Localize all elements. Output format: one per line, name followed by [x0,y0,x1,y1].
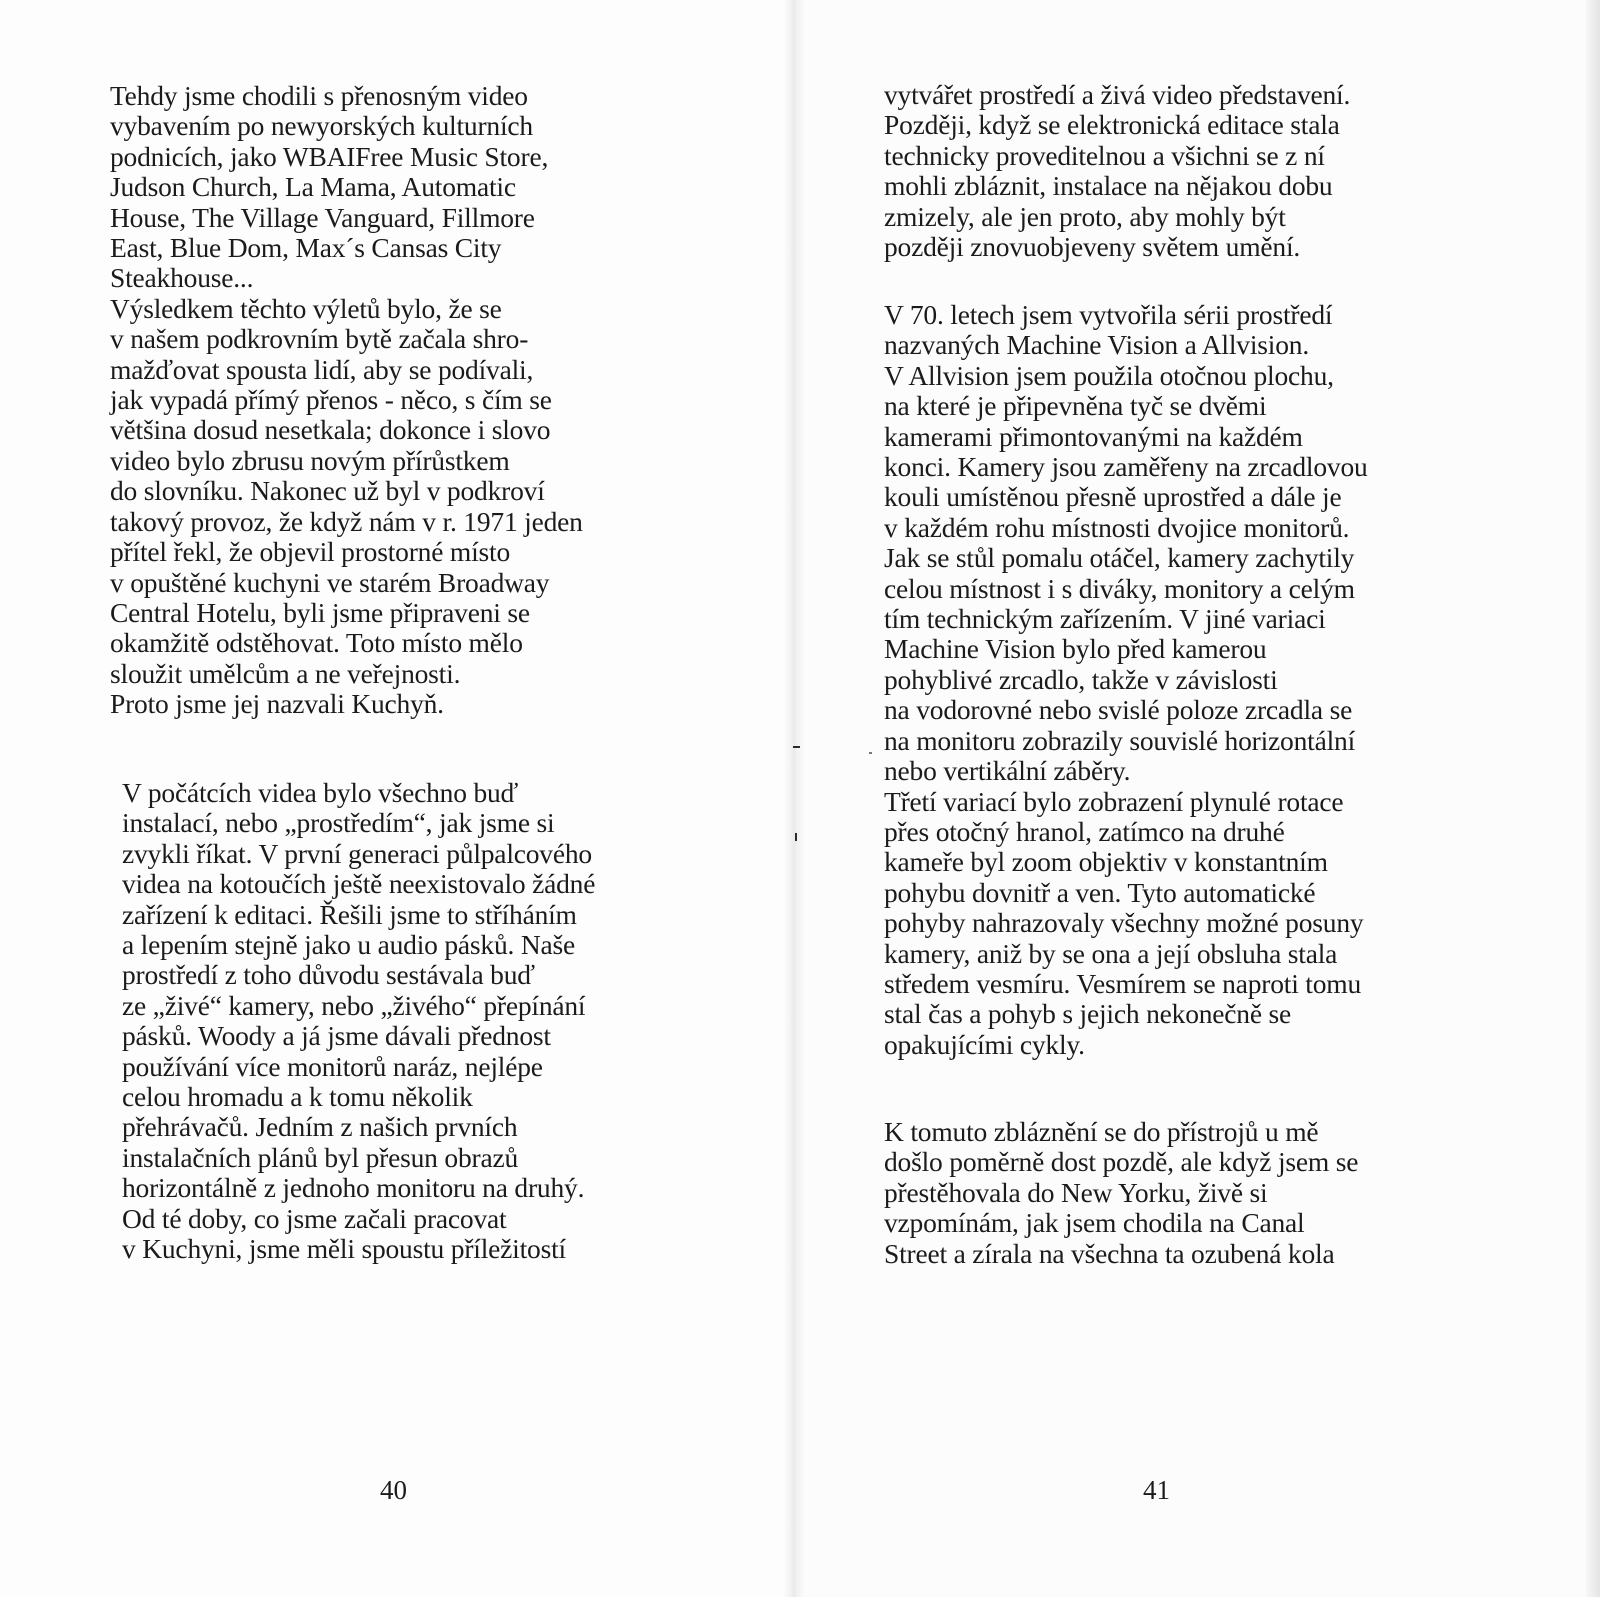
text-line: jak vypadá přímý přenos - něco, s čím se [110,384,552,416]
text-line: Central Hotelu, byli jsme připraveni se [110,596,530,628]
text-line: vybavením po newyorských kulturních [110,110,533,142]
right-paragraph-1 [884,80,1494,262]
text-line: nazvaných Machine Vision a Allvision. [884,329,1310,361]
text-line: kamery, aniž by se ona a její obsluha stala [884,937,1338,969]
text-line: stal čas a pohyb s jejich nekonečně se [884,998,1292,1030]
text-line: Machine Vision bylo před kamerou [884,633,1267,665]
text-line: mohli zbláznit, instalace na nějakou dobu [884,170,1333,202]
text-line: pásků. Woody a já jsme dávali přednost [122,1020,551,1052]
text-line: pohyby nahrazovaly všechny možné posuny [884,907,1364,939]
text-line: Výsledkem těchto výletů bylo, že se [110,292,502,324]
gutter-mark [795,833,797,841]
text-line: instalačních plánů byl přesun obrazů [122,1141,519,1173]
text-line: okamžitě odstěhovat. Toto místo mělo [110,627,523,659]
gutter-mark [793,746,800,748]
text-line: horizontálně z jednoho monitoru na druhý. [122,1172,585,1204]
text-line: Třetí variací bylo zobrazení plynulé rotace [884,785,1344,817]
text-line: Tehdy jsme chodili s přenosným video [110,80,528,111]
text-line: na které je připevněna tyč se dvěmi [884,390,1267,422]
text-line: kamerami přimontovanými na každém [884,420,1303,452]
text-line: opakujícími cykly. [884,1028,1085,1060]
left-paragraph-2 [122,778,702,1265]
text-line: Proto jsme jej nazvali Kuchyň. [110,688,444,720]
text-line: Od té doby, co jsme začali pracovat [122,1202,507,1234]
text-line: přítel řekl, že objevil prostorné místo [110,536,511,568]
text-line: přes otočný hranol, zatímco na druhé [884,815,1285,847]
text-line: v našem podkrovním bytě začala shro- [110,323,529,355]
text-line: Jak se stůl pomalu otáčel, kamery zachytily [884,542,1355,574]
text-line: video bylo zbrusu novým přírůstkem [110,444,510,476]
text-line: přestěhovala do New Yorku, živě si [884,1176,1268,1208]
text-line: konci. Kamery jsou zaměřeny na zrcadlovou [884,451,1368,483]
text-line: v každém rohu místnosti dvojice monitorů. [884,511,1350,543]
text-line: později znovuobjeveny světem umění. [884,231,1301,263]
text-line: V počátcích videa bylo všechno buď [122,777,519,808]
page-edge [1586,0,1600,1597]
text-line: Steakhouse... [110,262,254,294]
page-number-left: 40 [380,1475,407,1505]
text-line: v Kuchyni, jsme měli spoustu příležitostí [122,1233,566,1265]
text-line: podnicích, jako WBAIFree Music Store, [110,140,549,172]
text-line: V Allvision jsem použila otočnou plochu, [884,359,1334,391]
text-line: Později, když se elektronická editace stala [884,109,1340,141]
page-number-right: 41 [1143,1475,1170,1505]
text-line: celou hromadu a k tomu několik [122,1081,473,1113]
text-line: tím technickým zařízením. V jiné variaci [884,603,1326,635]
text-line: ze „živé“ kamery, nebo „živého“ přepínání [122,989,586,1021]
text-line: vzpomínám, jak jsem chodila na Canal [884,1207,1305,1239]
text-line: Street a zírala na všechna ta ozubená kola [884,1237,1335,1269]
book-gutter [782,0,806,1597]
text-line: v opuštěné kuchyni ve starém Broadway [110,566,550,598]
text-line: na vodorovné nebo svislé poloze zrcadla se [884,694,1353,726]
text-line: na monitoru zobrazily souvislé horizontální [884,724,1356,756]
gutter-mark [869,752,872,754]
text-line: V 70. letech jsem vytvořila sérii prostředí [884,299,1333,330]
text-line: a lepením stejně jako u audio pásků. Naše [122,929,576,961]
text-line: East, Blue Dom, Max´s Cansas City [110,232,502,264]
text-line: takový provoz, že když nám v r. 1971 jeden [110,505,583,537]
left-paragraph-1 [110,81,690,720]
text-line: středem vesmíru. Vesmírem se naproti tomu [884,967,1362,999]
text-line: instalací, nebo „prostředím“, jak jsme si [122,807,555,839]
text-line: celou místnost i s diváky, monitory a celým [884,572,1355,604]
text-line: kouli umístěnou přesně uprostřed a dále je [884,481,1342,513]
text-line: zvykli říkat. V první generaci půlpalcového [122,837,592,869]
text-line: pohybu dovnitř a ven. Tyto automatické [884,876,1316,908]
text-line: nebo vertikální záběry. [884,755,1131,787]
text-line: používání více monitorů naráz, nejlépe [122,1050,543,1082]
text-line: prostředí z toho důvodu sestávala buď [122,959,535,991]
text-line: sloužit umělcům a ne veřejnosti. [110,657,461,689]
text-line: mažďovat spousta lidí, aby se podívali, [110,353,534,385]
right-paragraph-3 [884,1117,1494,1269]
text-line: House, The Village Vanguard, Fillmore [110,201,535,233]
text-line: pohyblivé zrcadlo, takže v závislosti [884,663,1278,695]
text-line: Judson Church, La Mama, Automatic [110,171,516,203]
right-paragraph-2 [884,300,1494,1060]
text-line: vytvářet prostředí a živá video představení. [884,79,1351,110]
text-line: většina dosud nesetkala; dokonce i slovo [110,414,551,446]
text-line: zmizely, ale jen proto, aby mohly být [884,200,1286,232]
text-line: do slovníku. Nakonec už byl v podkroví [110,475,545,507]
text-line: technicky proveditelnou a všichni se z ní [884,139,1325,171]
text-line: videa na kotoučích ještě neexistovalo žádné [122,868,596,900]
text-line: došlo poměrně dost pozdě, ale když jsem se [884,1146,1359,1178]
text-line: zařízení k editaci. Řešili jsme to stříháním [122,898,577,930]
text-line: přehrávačů. Jedním z našich prvních [122,1111,518,1143]
text-line: kameře byl zoom objektiv v konstantním [884,846,1328,878]
text-line: K tomuto zbláznění se do přístrojů u mě [884,1116,1319,1147]
